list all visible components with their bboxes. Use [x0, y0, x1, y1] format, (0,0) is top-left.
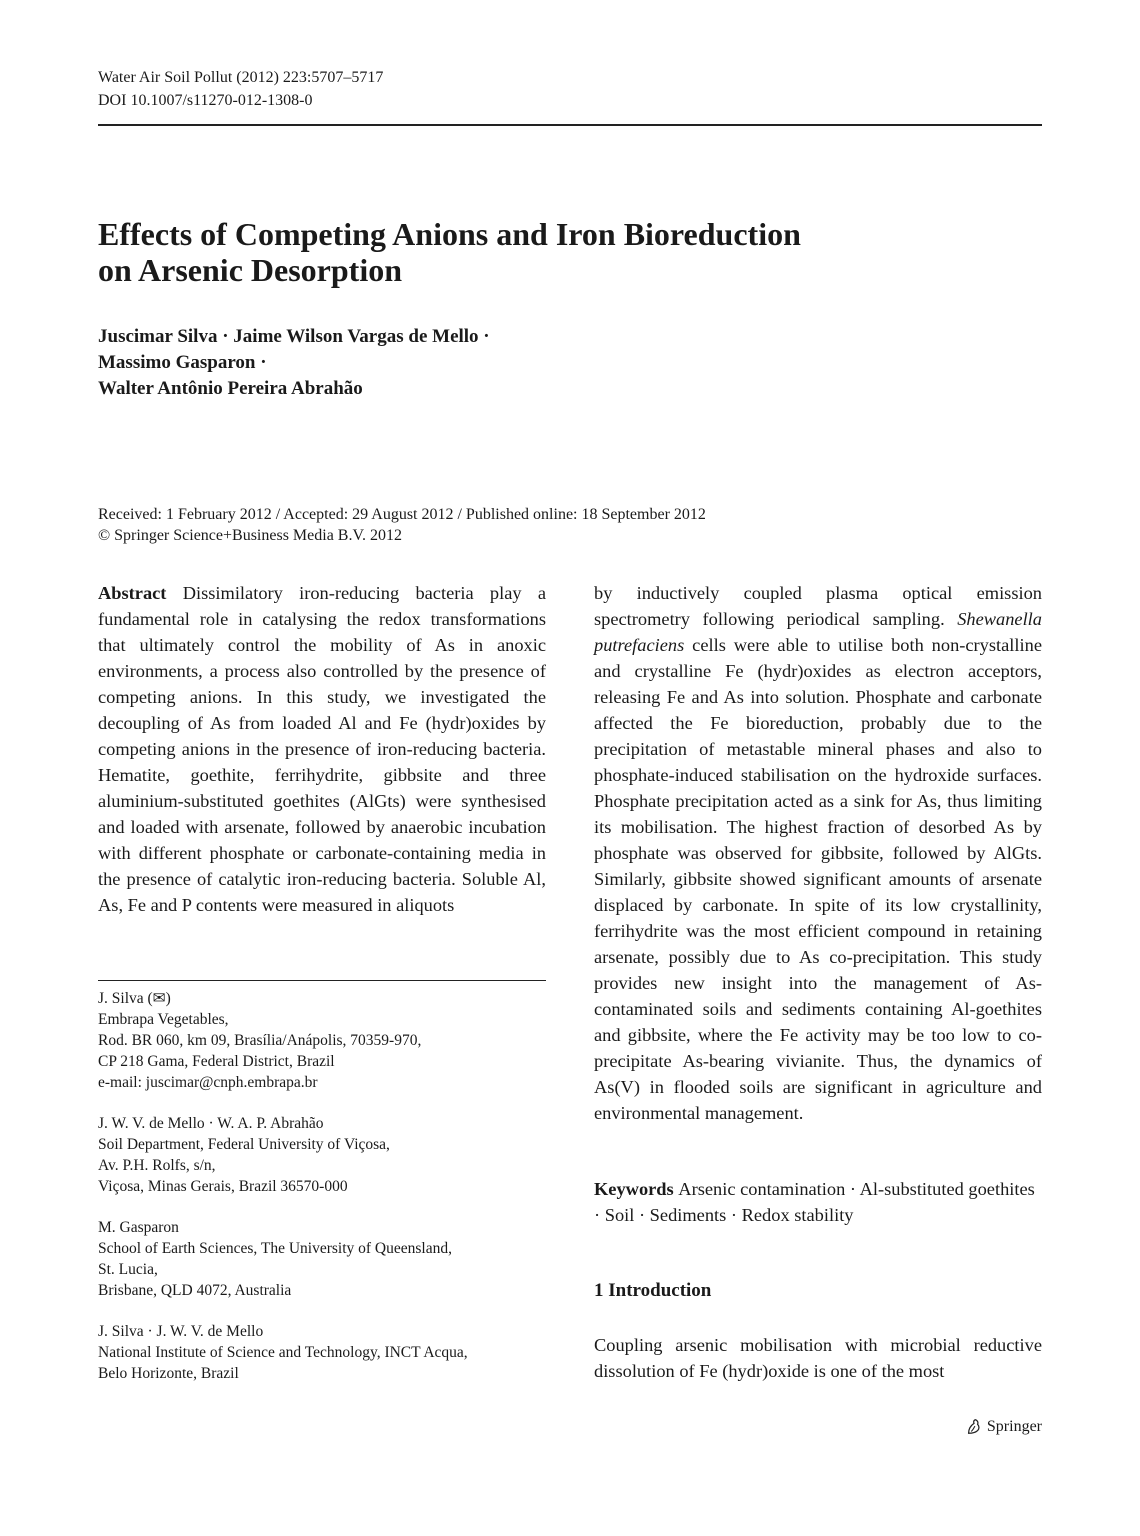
copyright-notice: © Springer Science+Business Media B.V. 2012 [98, 527, 402, 544]
affiliation-block [98, 1113, 546, 1197]
introduction-text: Coupling arsenic mobilisation with microbial reductive dissolution of Fe (hydr)oxide is one of the most [594, 1335, 1042, 1381]
abstract-left-column [98, 580, 546, 918]
journal-header [98, 66, 383, 112]
author-line-2: Massimo Gasparon · [98, 352, 267, 373]
title-line-2: on Arsenic Desorption [98, 252, 402, 288]
author-list [98, 324, 490, 402]
abstract-label: Abstract [98, 583, 167, 603]
section-heading: 1 Introduction [594, 1280, 712, 1301]
publication-dates [98, 504, 706, 546]
abstract-right-column [594, 580, 1042, 1126]
affiliation-line: Viçosa, Minas Gerais, Brazil 36570-000 [98, 1178, 348, 1195]
author-line-3: Walter Antônio Pereira Abrahão [98, 378, 363, 399]
abstract-text-right-b: cells were able to utilise both non-crystalline and crystalline Fe (hydr)oxides as electron acceptors, releasing Fe and As into solution. Phosphate and carbonate affected the Fe bioreduction, probably due to the precipitation of metastable mineral phases and also to phosphate-induced stabilisation on the hydroxide surfaces. Phosphate precipitation acted as a sink for As, thus limiting its mobilisation. The highest fraction of desorbed As by phosphate was observed for gibbsite, followed by AlGts. Similarly, gibbsite showed significant amounts of arsenate displaced by carbonate. In spite of its low crystallinity, ferrihydrite was the most efficient compound in retaining arsenate, possibly due to As co-precipitation. This study provides new insight into the management of As-contaminated soils and sediments containing Al-goethites and gibbsite, where the Fe activity may be too low to co-precipitate As-bearing vivianite. Thus, the dynamics of As(V) in flooded soils are significant in agriculture and environmental management. [594, 635, 1042, 1123]
affiliation-line: Belo Horizonte, Brazil [98, 1365, 239, 1382]
species-name: Shewanella putrefaciens [594, 609, 1042, 655]
affiliation-line: National Institute of Science and Technology, INCT Acqua, [98, 1344, 468, 1361]
affiliation-line: M. Gasparon [98, 1219, 179, 1236]
keywords [594, 1176, 1042, 1228]
springer-horse-icon [965, 1418, 983, 1436]
publisher-logo [965, 1418, 1042, 1436]
affiliation-block [98, 988, 546, 1093]
title-line-1: Effects of Competing Anions and Iron Bioreduction [98, 216, 801, 252]
article-history: Received: 1 February 2012 / Accepted: 29 August 2012 / Published online: 18 September 2012 [98, 506, 706, 523]
article-title [98, 216, 801, 288]
affiliation-line: Rod. BR 060, km 09, Brasília/Anápolis, 70359-970, [98, 1032, 422, 1049]
email-link[interactable]: e-mail: juscimar@cnph.embrapa.br [98, 1074, 318, 1091]
affiliation-line: Av. P.H. Rolfs, s/n, [98, 1157, 216, 1174]
affiliation-block [98, 1217, 546, 1301]
affiliation-line: J. Silva · J. W. V. de Mello [98, 1323, 264, 1340]
affiliation-block [98, 1321, 546, 1384]
affiliations [98, 988, 546, 1404]
affiliation-line: Soil Department, Federal University of Viçosa, [98, 1136, 390, 1153]
doi: DOI 10.1007/s11270-012-1308-0 [98, 92, 313, 109]
affiliation-line: CP 218 Gama, Federal District, Brazil [98, 1053, 335, 1070]
journal-citation: Water Air Soil Pollut (2012) 223:5707–5717 [98, 69, 384, 86]
author-line-1: Juscimar Silva · Jaime Wilson Vargas de Mello · [98, 326, 490, 347]
affiliation-line: J. W. V. de Mello · W. A. P. Abrahão [98, 1115, 324, 1132]
affiliation-rule [98, 980, 546, 981]
affiliation-line: Embrapa Vegetables, [98, 1011, 229, 1028]
affiliation-line: School of Earth Sciences, The University of Queensland, [98, 1240, 452, 1257]
affiliation-line: J. Silva (✉) [98, 990, 171, 1007]
keywords-text: Arsenic contamination · Al-substituted goethites · Soil · Sediments · Redox stability [594, 1179, 1035, 1225]
keywords-label: Keywords [594, 1179, 674, 1199]
affiliation-line: Brisbane, QLD 4072, Australia [98, 1282, 292, 1299]
header-rule [98, 124, 1042, 126]
affiliation-line: St. Lucia, [98, 1261, 158, 1278]
publisher-name: Springer [986, 1418, 1042, 1435]
abstract-text-left: Dissimilatory iron-reducing bacteria play a fundamental role in catalysing the redox transformations that ultimately control the mobility of As in anoxic environments, a process also controlled by the presence of competing anions. In this study, we investigated the decoupling of As from loaded Al and Fe (hydr)oxides by competing anions in the presence of iron-reducing bacteria. Hematite, goethite, ferrihydrite, gibbsite and three aluminium-substituted goethites (AlGts) were synthesised and loaded with arsenate, followed by anaerobic incubation with different phosphate or carbonate-containing media in the presence of catalytic iron-reducing bacteria. Soluble Al, As, Fe and P contents were measured in aliquots [98, 583, 546, 915]
abstract-text-right-a: by inductively coupled plasma optical emission spectrometry following periodical sampling. [594, 583, 1042, 629]
